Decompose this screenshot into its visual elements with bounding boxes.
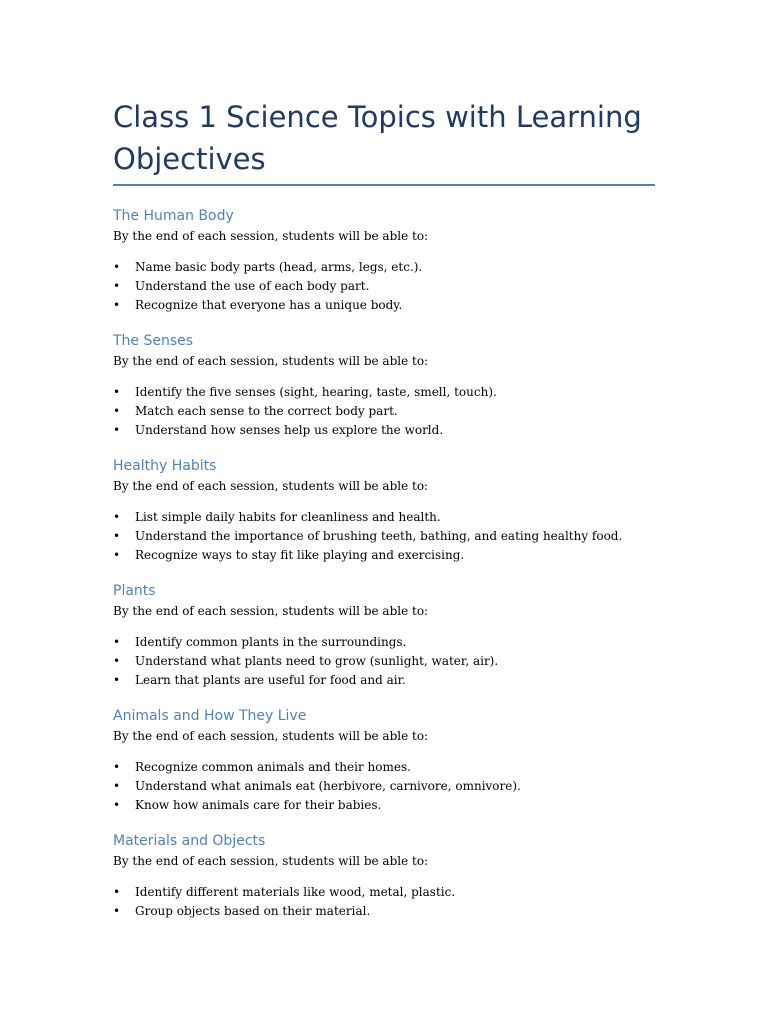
bullet-list (113, 883, 655, 921)
list-item (113, 527, 655, 546)
bullet-icon: • (113, 404, 121, 418)
list-item-text: Understand what animals eat (herbivore, carnivore, omnivore). (135, 779, 521, 793)
bullet-icon: • (113, 260, 121, 274)
bullet-list (113, 258, 655, 315)
section-intro-text: By the end of each session, students will be able to: (113, 604, 429, 618)
section-the-human-body (113, 206, 655, 315)
section-animals-and-how-they-live (113, 706, 655, 815)
bullet-icon: • (113, 279, 121, 293)
bullet-icon: • (113, 635, 121, 649)
section-heading: Healthy Habits (113, 458, 217, 474)
section-intro-text: By the end of each session, students will be able to: (113, 854, 429, 868)
section-heading: Plants (113, 583, 156, 599)
list-item-text: Learn that plants are useful for food and air. (135, 673, 406, 687)
list-item (113, 758, 655, 777)
section-intro-text: By the end of each session, students will be able to: (113, 229, 429, 243)
list-item-text: Name basic body parts (head, arms, legs, etc.). (135, 260, 423, 274)
bullet-icon: • (113, 779, 121, 793)
sections-container (113, 206, 655, 921)
section-healthy-habits (113, 456, 655, 565)
section-materials-and-objects (113, 831, 655, 921)
bullet-list (113, 633, 655, 690)
list-item-text: Group objects based on their material. (135, 904, 371, 918)
bullet-icon: • (113, 298, 121, 312)
list-item-text: Know how animals care for their babies. (135, 798, 382, 812)
section-the-senses (113, 331, 655, 440)
bullet-list (113, 383, 655, 440)
section-intro-text: By the end of each session, students will be able to: (113, 354, 429, 368)
section-heading: Materials and Objects (113, 833, 266, 849)
list-item-text: Understand how senses help us explore the world. (135, 423, 444, 437)
list-item-text: Match each sense to the correct body part. (135, 404, 398, 418)
bullet-list (113, 508, 655, 565)
bullet-icon: • (113, 885, 121, 899)
list-item (113, 652, 655, 671)
title-underline-rule (113, 184, 655, 186)
bullet-icon: • (113, 510, 121, 524)
list-item (113, 508, 655, 527)
list-item (113, 402, 655, 421)
bullet-icon: • (113, 654, 121, 668)
section-intro-text: By the end of each session, students will be able to: (113, 729, 429, 743)
list-item (113, 796, 655, 815)
list-item-text: Recognize that everyone has a unique body. (135, 298, 403, 312)
bullet-icon: • (113, 529, 121, 543)
list-item-text: Identify common plants in the surroundings. (135, 635, 407, 649)
document-title: Class 1 Science Topics with Learning Objectives (113, 100, 642, 176)
list-item-text: Identify the five senses (sight, hearing, taste, smell, touch). (135, 385, 497, 399)
section-plants (113, 581, 655, 690)
list-item (113, 258, 655, 277)
bullet-icon: • (113, 904, 121, 918)
list-item-text: Recognize ways to stay fit like playing and exercising. (135, 548, 465, 562)
list-item-text: List simple daily habits for cleanliness and health. (135, 510, 441, 524)
list-item (113, 633, 655, 652)
section-heading: The Human Body (113, 208, 234, 224)
list-item-text: Understand the use of each body part. (135, 279, 370, 293)
list-item-text: Identify different materials like wood, metal, plastic. (135, 885, 456, 899)
bullet-icon: • (113, 673, 121, 687)
bullet-icon: • (113, 548, 121, 562)
list-item (113, 883, 655, 902)
list-item-text: Understand what plants need to grow (sunlight, water, air). (135, 654, 499, 668)
section-heading: Animals and How They Live (113, 708, 307, 724)
bullet-icon: • (113, 423, 121, 437)
section-heading: The Senses (113, 333, 194, 349)
bullet-icon: • (113, 760, 121, 774)
list-item (113, 383, 655, 402)
bullet-list (113, 758, 655, 815)
list-item (113, 421, 655, 440)
bullet-icon: • (113, 798, 121, 812)
list-item (113, 671, 655, 690)
section-intro-text: By the end of each session, students will be able to: (113, 479, 429, 493)
list-item (113, 277, 655, 296)
list-item (113, 296, 655, 315)
list-item-text: Recognize common animals and their homes. (135, 760, 411, 774)
list-item (113, 902, 655, 921)
list-item-text: Understand the importance of brushing teeth, bathing, and eating healthy food. (135, 529, 623, 543)
list-item (113, 777, 655, 796)
document-page (113, 96, 655, 921)
list-item (113, 546, 655, 565)
bullet-icon: • (113, 385, 121, 399)
